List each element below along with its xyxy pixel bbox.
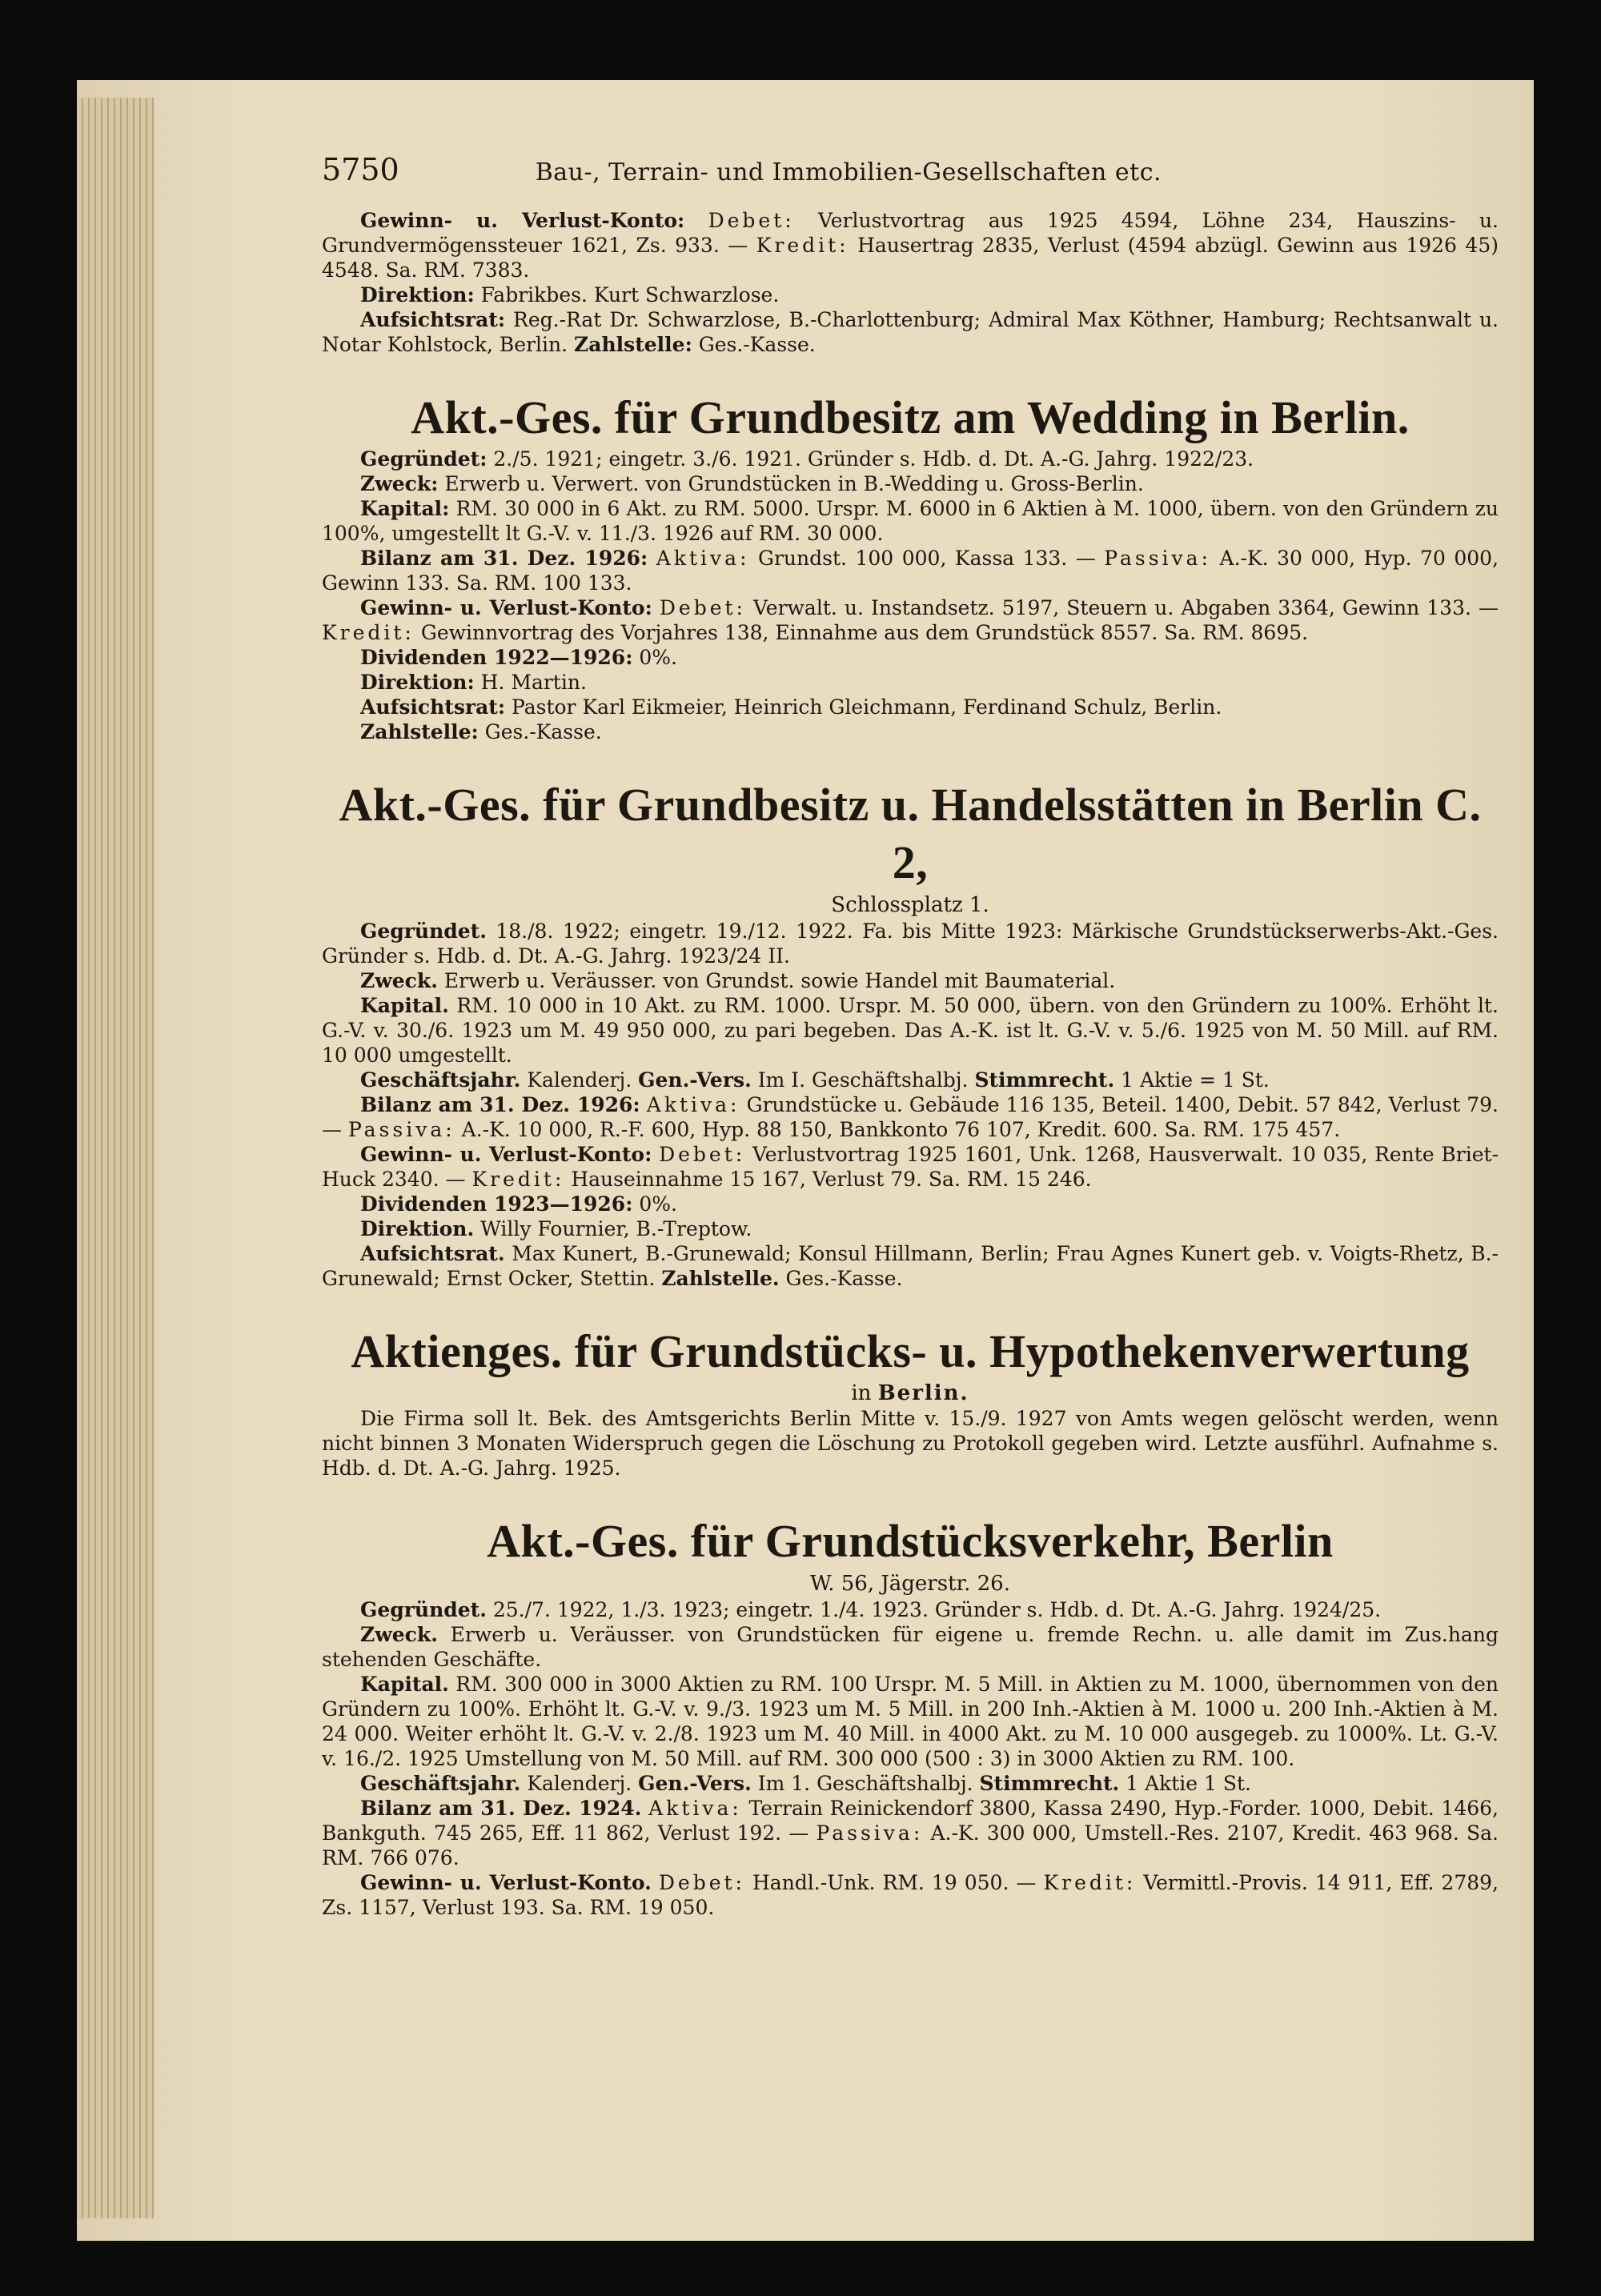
entry-title-wedding: Akt.-Ges. für Grundbesitz am Wedding in Berlin.: [411, 391, 1410, 443]
handel-bilanz: Bilanz am 31. Dez. 1926: Aktiva: Grundstücke u. Gebäude 116 135, Beteil. 1400, Debit. 57 842, Verlust 79. — Passiva: A.-K. 10 000, R.-F. 600, Hyp. 88 150, Bankkonto 76 107, Kredit. 600. Sa. RM. 175 457.: [322, 1093, 1499, 1141]
wedding-dividenden: Dividenden 1922—1926: 0%.: [360, 646, 677, 669]
wedding-gv: Gewinn- u. Verlust-Konto: Debet: Verwalt. u. Instandsetz. 5197, Steuern u. Abgaben 3364, Gewinn 133. — Kredit: Gewinnvortrag des Vorjahres 138, Einnahme aus dem Grundstück 8557. Sa. RM. 8695.: [322, 596, 1499, 644]
wedding-zahlstelle: Zahlstelle: Ges.-Kasse.: [360, 720, 602, 743]
verkehr-geschaeftsjahr: Geschäftsjahr. Kalenderj. Gen.-Vers. Im 1. Geschäftshalbj. Stimmrecht. 1 Aktie 1 St.: [360, 1772, 1251, 1795]
handel-dividenden: Dividenden 1923—1926: 0%.: [360, 1192, 677, 1216]
handel-zweck: Zweck. Erwerb u. Veräusser. von Grundst. sowie Handel mit Baumaterial.: [360, 969, 1116, 992]
hypothek-text: Die Firma soll lt. Bek. des Amtsgerichts Berlin Mitte v. 15./9. 1927 von Amts wegen gelöscht werden, wenn nicht binnen 3 Monaten Widerspruch gegen die Löschung zu Protokoll gegeben wird. Letzte ausführl. Aufnahme s. Hdb. d. Dt. A.-G. Jahrg. 1925.: [322, 1407, 1499, 1480]
intro-gv-label: Gewinn- u. Verlust-Konto:: [360, 209, 685, 232]
handel-geschaeftsjahr: Geschäftsjahr. Kalenderj. Gen.-Vers. Im I. Geschäftshalbj. Stimmrecht. 1 Aktie = 1 St.: [360, 1068, 1270, 1092]
handel-direktion: Direktion. Willy Fournier, B.-Treptow.: [360, 1217, 752, 1240]
page-header: [322, 152, 1499, 208]
verkehr-zweck: Zweck. Erwerb u. Veräusser. von Grundstücken für eigene u. fremde Rechn. u. alle damit im Zus.hang stehenden Geschäfte.: [322, 1623, 1499, 1671]
page-number: 5750: [322, 152, 399, 187]
wedding-zweck: Zweck: Erwerb u. Verwert. von Grundstücken in B.-Wedding u. Gross-Berlin.: [360, 472, 1144, 495]
handel-aufsichtsrat: Aufsichtsrat. Max Kunert, B.-Grunewald; Konsul Hillmann, Berlin; Frau Agnes Kunert geb. v. Voigts-Rhetz, B.-Grunewald; Ernst Ocker, Stettin. Zahlstelle. Ges.-Kasse.: [322, 1242, 1499, 1290]
wedding-aufsichtsrat: Aufsichtsrat: Pastor Karl Eikmeier, Heinrich Gleichmann, Ferdinand Schulz, Berlin.: [360, 695, 1222, 719]
handel-gegruendet: Gegründet. 18./8. 1922; eingetr. 19./12. 1922. Fa. bis Mitte 1923: Märkische Grundstückserwerbs-Akt.-Ges. Gründer s. Hdb. d. Dt. A.-G. Jahrg. 1923/24 II.: [322, 920, 1499, 968]
verkehr-gegruendet: Gegründet. 25./7. 1922, 1./3. 1923; eingetr. 1./4. 1923. Gründer s. Hdb. d. Dt. A.-G. Jahrg. 1924/25.: [360, 1598, 1382, 1621]
intro-direktion: Direktion: Fabrikbes. Kurt Schwarzlose.: [360, 283, 780, 307]
verkehr-kapital: Kapital. RM. 300 000 in 3000 Aktien zu RM. 100 Urspr. M. 5 Mill. in Aktien zu M. 1000, übernommen von den Gründern zu 100%. Erhöht lt. G.-V. v. 9./3. 1923 um M. 5 Mill. in 200 Inh.-Aktien à M. 1000 u. 200 Inh.-Aktien à M. 24 000. Weiter erhöht lt. G.-V. v. 2./8. 1923 um M. 40 Mill. in 4000 Akt. zu M. 10 000 ausgegeb. zu 1000%. Lt. G.-V. v. 16./2. 1925 Umstellung von M. 50 Mill. auf RM. 300 000 (500 : 3) in 3000 Aktien zu RM. 100.: [322, 1673, 1499, 1770]
intro-gv: Gewinn- u. Verlust-Konto: Debet: Verlustvortrag aus 1925 4594, Löhne 234, Hauszins- u. Grundvermögenssteuer 1621, Zs. 933. — Kredit: Hausertrag 2835, Verlust (4594 abzügl. Gewinn aus 1926 45) 4548. Sa. RM. 7383.: [322, 209, 1499, 282]
verkehr-bilanz: Bilanz am 31. Dez. 1924. Aktiva: Terrain Reinickendorf 3800, Kassa 2490, Hyp.-Forder. 1000, Debit. 1466, Bankguth. 745 265, Eff. 11 862, Verlust 192. — Passiva: A.-K. 300 000, Umstell.-Res. 2107, Kredit. 463 968. Sa. RM. 766 076.: [322, 1797, 1499, 1869]
page-edges: [77, 98, 154, 2218]
verkehr-address: W. 56, Jägerstr. 26.: [810, 1572, 1010, 1596]
handel-kapital: Kapital. RM. 10 000 in 10 Akt. zu RM. 1000. Urspr. M. 50 000, übern. von den Gründern zu 100%. Erhöht lt. G.-V. v. 30./6. 1923 um M. 49 950 000, zu pari begeben. Das A.-K. ist lt. G.-V. v. 5./6. 1925 von M. 50 Mill. auf RM. 10 000 umgestellt.: [322, 994, 1499, 1067]
entry-title-handelsstaetten: Akt.-Ges. für Grundbesitz u. Handelsstätten in Berlin C. 2,: [339, 779, 1482, 888]
entry-title-grundstuecksverkehr: Akt.-Ges. für Grundstücksverkehr, Berlin: [487, 1515, 1334, 1567]
wedding-kapital: Kapital: RM. 30 000 in 6 Akt. zu RM. 5000. Urspr. M. 6000 in 6 Aktien à M. 1000, übern. von den Gründern zu 100%, umgestellt lt G.-V. v. 11./3. 1926 auf RM. 30 000.: [322, 497, 1499, 545]
wedding-bilanz: Bilanz am 31. Dez. 1926: Aktiva: Grundst. 100 000, Kassa 133. — Passiva: A.-K. 30 000, Hyp. 70 000, Gewinn 133. Sa. RM. 100 133.: [322, 547, 1499, 595]
intro-aufsichtsrat: Aufsichtsrat: Reg.-Rat Dr. Schwarzlose, B.-Charlottenburg; Admiral Max Köthner, Hamburg; Rechtsanwalt u. Notar Kohlstock, Berlin. Zahlstelle: Ges.-Kasse.: [322, 308, 1499, 356]
wedding-gegruendet: Gegründet: 2./5. 1921; eingetr. 3./6. 1921. Gründer s. Hdb. d. Dt. A.-G. Jahrg. 1922/23.: [360, 447, 1254, 471]
wedding-direktion: Direktion: H. Martin.: [360, 671, 587, 694]
page-text: [322, 152, 1499, 1920]
running-head: Bau-, Terrain- und Immobilien-Gesellschaften etc.: [535, 158, 1162, 186]
handel-gv: Gewinn- u. Verlust-Konto: Debet: Verlustvortrag 1925 1601, Unk. 1268, Hausverwalt. 10 035, Rente Briet-Huck 2340. — Kredit: Hauseinnahme 15 167, Verlust 79. Sa. RM. 15 246.: [322, 1143, 1499, 1191]
entry-title-hypothekenverwertung: Aktienges. für Grundstücks- u. Hypothekenverwertung: [351, 1325, 1470, 1377]
hypothek-location: in Berlin.: [851, 1381, 969, 1405]
handel-address: Schlossplatz 1.: [831, 893, 989, 917]
verkehr-gv: Gewinn- u. Verlust-Konto. Debet: Handl.-Unk. RM. 19 050. — Kredit: Vermittl.-Provis. 14 911, Eff. 2789, Zs. 1157, Verlust 193. Sa. RM. 19 050.: [322, 1871, 1499, 1919]
